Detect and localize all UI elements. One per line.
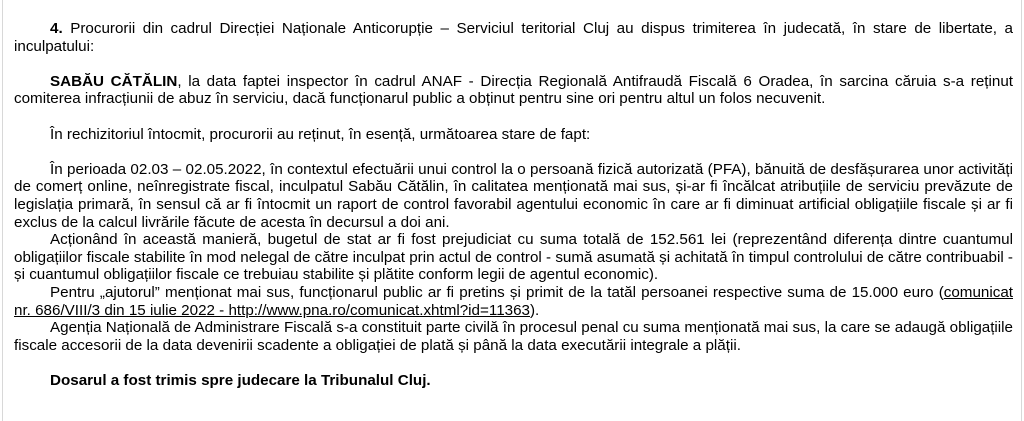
page-border-left bbox=[2, 0, 3, 421]
paragraph-civil-party: Agenția Națională de Administrare Fiscală s-a constituit parte civilă în procesul penal cu suma menționată mai sus, la care se adaugă obligațiile fiscale accesorii de la data devenirii scadente a obligației de plată și până la data executării integrale a plății. bbox=[14, 319, 1013, 354]
bribe-text: Pentru „ajutorul” menționat mai sus, funcționarul public ar fi pretins și primit de la tatăl persoanei respective suma de 15.000 euro ( bbox=[50, 283, 944, 301]
paragraph-bribe bbox=[14, 284, 1013, 319]
paragraph-damage: Acționând în această manieră, bugetul de stat ar fi fost prejudiciat cu suma totală de 152.561 lei (reprezentând diferența dintre cuantumul obligațiilor fiscale stabilite în mod nelegal de către inculpat prin actul de control - sumă asumată și achitată în timpul controlului de către contribuabil - și cuantumul obligațiilor fiscale ce trebuiau stabilite și plătite conform legii de agentul economic). bbox=[14, 231, 1013, 284]
paragraph-intro-facts: În rechizitoriul întocmit, procurorii au reținut, în esență, următoarea stare de fapt: bbox=[50, 125, 591, 143]
defendant-name: SABĂU CĂTĂLIN bbox=[50, 72, 178, 90]
page-border-right bbox=[1021, 0, 1022, 421]
press-release-link[interactable]: comunicat nr. 686/VIII/3 din 15 iulie 2022 - http://www.pna.ro/comunicat.xhtml?id=11363 bbox=[14, 283, 1013, 319]
paragraph-facts-period: În perioada 02.03 – 02.05.2022, în contextul efectuării unui control la o persoană fizică autorizată (PFA), bănuită de desfășurarea unor activități de comerț online, neînregistrate fiscal, inculpatul Sabău Cătălin, în calitatea menționată mai sus, și-ar fi încălcat atribuțiile de serviciu prevăzute de legislația primară, în sensul că ar fi întocmit un raport de control favorabil agentului economic în care ar fi diminuat artificial obligațiile fiscale și ar fi exclus de la calcul livrările făcute de acesta în decursul a doi ani. bbox=[14, 160, 1013, 231]
item-number: 4. bbox=[50, 20, 63, 37]
bribe-text-end: ). bbox=[529, 301, 540, 319]
paragraph-conclusion: Dosarul a fost trimis spre judecare la Tribunalul Cluj. bbox=[50, 371, 431, 389]
spacer bbox=[14, 143, 1013, 161]
paragraph-defendant bbox=[14, 73, 1013, 108]
defendant-text: , la data faptei inspector în cadrul ANAF - Direcția Regională Antifraudă Fiscală 6 Oradea, în sarcina căruia s-a reținut comiterea infracțiunii de abuz în serviciu, dacă funcționarul public a obținut pentru sine ori pentru altul un folos necuvenit. bbox=[14, 72, 1013, 108]
article-body bbox=[14, 20, 1013, 389]
spacer bbox=[14, 55, 1013, 73]
spacer bbox=[14, 354, 1013, 372]
paragraph-indictment bbox=[14, 20, 1013, 55]
indictment-text: Procurorii din cadrul Direcției Naționale Anticorupție – Serviciul teritorial Cluj au dispus trimiterea în judecată, în stare de libertate, a inculpatului: bbox=[14, 20, 1013, 55]
spacer bbox=[14, 108, 1013, 126]
